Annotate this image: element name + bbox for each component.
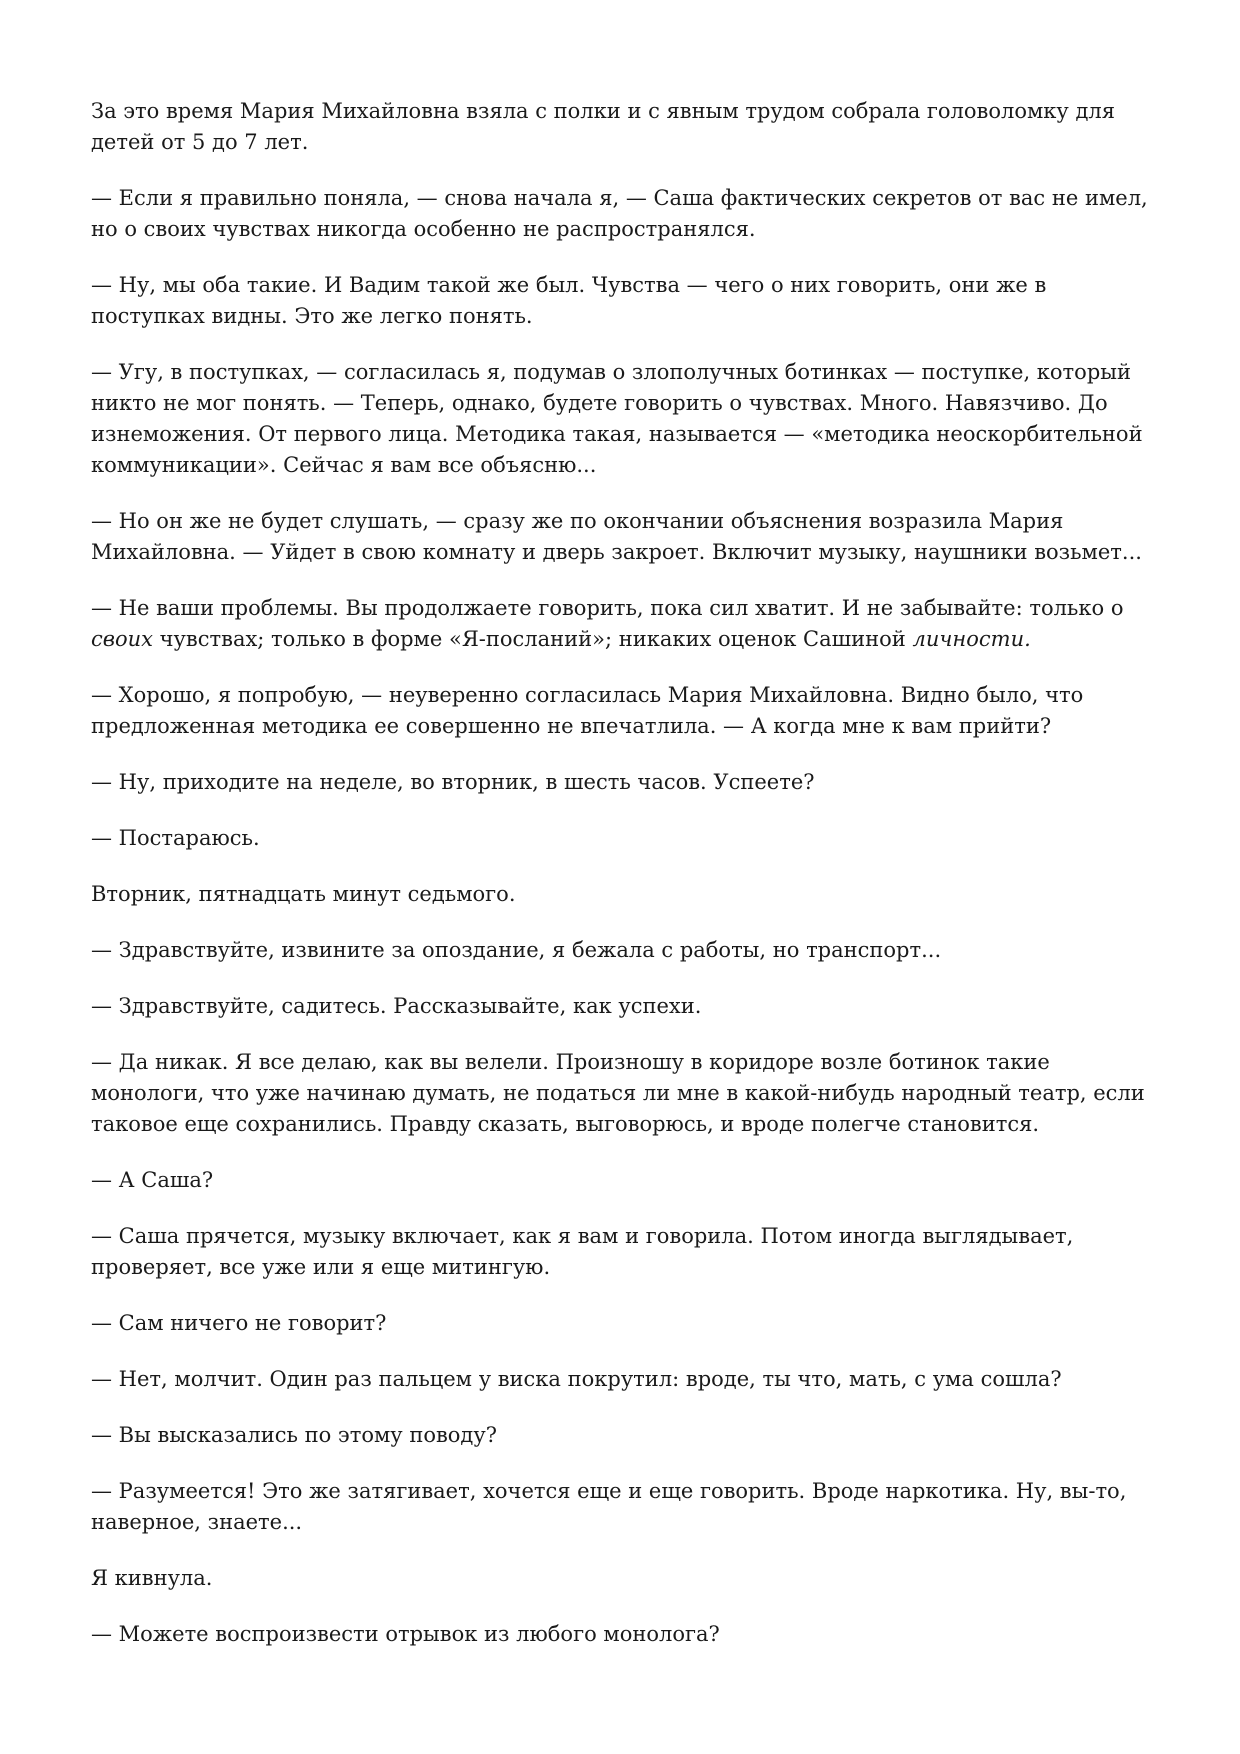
paragraph <box>91 1221 1166 1283</box>
paragraph <box>91 1047 1166 1140</box>
paragraph-text: — Вы высказались по этому поводу? <box>91 1423 497 1447</box>
paragraph <box>91 96 1166 158</box>
paragraph <box>91 680 1166 742</box>
paragraph-text: — Постараюсь. <box>91 826 260 850</box>
paragraph <box>91 1476 1166 1538</box>
paragraph <box>91 1420 1166 1451</box>
paragraph-text: — Можете воспроизвести отрывок из любого монолога? <box>91 1622 720 1646</box>
italic-text: личности. <box>912 627 1031 651</box>
paragraph <box>91 1364 1166 1395</box>
paragraph <box>91 991 1166 1022</box>
paragraph <box>91 593 1166 655</box>
paragraph-text: — Ну, приходите на неделе, во вторник, в шесть часов. Успеете? <box>91 770 815 794</box>
paragraph <box>91 823 1166 854</box>
paragraph-text: — Саша прячется, музыку включает, как я вам и говорила. Потом иногда выглядывает, проверяет, все уже или я еще митингую. <box>91 1224 1074 1279</box>
paragraph <box>91 1308 1166 1339</box>
paragraph-text: — Если я правильно поняла, — снова начала я, — Саша фактических секретов от вас не имел, но о своих чувствах никогда особенно не распространялся. <box>91 186 1148 241</box>
paragraph <box>91 1563 1166 1594</box>
paragraph <box>91 270 1166 332</box>
paragraph-text: — Не ваши проблемы. Вы продолжаете говорить, пока сил хватит. И не забывайте: только о <box>91 596 1124 620</box>
paragraph-text: — Да никак. Я все делаю, как вы велели. Произношу в коридоре возле ботинок такие монологи, что уже начинаю думать, не податься ли мне в какой-нибудь народный театр, если таковое еще сохранились. Правду сказать, выговорюсь, и вроде полегче становится. <box>91 1050 1145 1136</box>
paragraph-text: — А Саша? <box>91 1168 214 1192</box>
paragraph <box>91 357 1166 481</box>
paragraph-text: — Здравствуйте, садитесь. Рассказывайте, как успехи. <box>91 994 702 1018</box>
paragraph <box>91 767 1166 798</box>
paragraph-text: За это время Мария Михайловна взяла с полки и с явным трудом собрала головоломку для детей от 5 до 7 лет. <box>91 99 1115 154</box>
paragraph-text: Вторник, пятнадцать минут седьмого. <box>91 882 516 906</box>
paragraph-text: — Нет, молчит. Один раз пальцем у виска покрутил: вроде, ты что, мать, с ума сошла? <box>91 1367 1062 1391</box>
document-page <box>91 96 1166 1675</box>
paragraph-text: — Здравствуйте, извините за опоздание, я бежала с работы, но транспорт... <box>91 938 942 962</box>
paragraph-text: — Но он же не будет слушать, — сразу же по окончании объяснения возразила Мария Михайловна. — Уйдет в свою комнату и дверь закроет. Включит музыку, наушники возьмет... <box>91 509 1142 564</box>
paragraph-text: — Разумеется! Это же затягивает, хочется еще и еще говорить. Вроде наркотика. Ну, вы-то, наверное, знаете... <box>91 1479 1127 1534</box>
paragraph <box>91 1165 1166 1196</box>
paragraph <box>91 879 1166 910</box>
paragraph <box>91 506 1166 568</box>
paragraph-text: — Угу, в поступках, — согласилась я, подумав о злополучных ботинках — поступке, который никто не мог понять. — Теперь, однако, будете говорить о чувствах. Много. Навязчиво. До изнеможения. От первого лица. Методика такая, называется — «методика неоскорбительной коммуникации». Сейчас я вам все объясню... <box>91 360 1143 477</box>
paragraph-text: — Ну, мы оба такие. И Вадим такой же был. Чувства — чего о них говорить, они же в поступках видны. Это же легко понять. <box>91 273 1047 328</box>
paragraph-text: чувствах; только в форме «Я-посланий»; никаких оценок Сашиной <box>153 627 913 651</box>
paragraph <box>91 1619 1166 1650</box>
paragraph-text: Я кивнула. <box>91 1566 213 1590</box>
paragraph-text: — Хорошо, я попробую, — неуверенно согласилась Мария Михайловна. Видно было, что предложенная методика ее совершенно не впечатлила. — А когда мне к вам прийти? <box>91 683 1084 738</box>
paragraph <box>91 183 1166 245</box>
paragraph-text: — Сам ничего не говорит? <box>91 1311 387 1335</box>
italic-text: своих <box>91 627 153 651</box>
paragraph <box>91 935 1166 966</box>
